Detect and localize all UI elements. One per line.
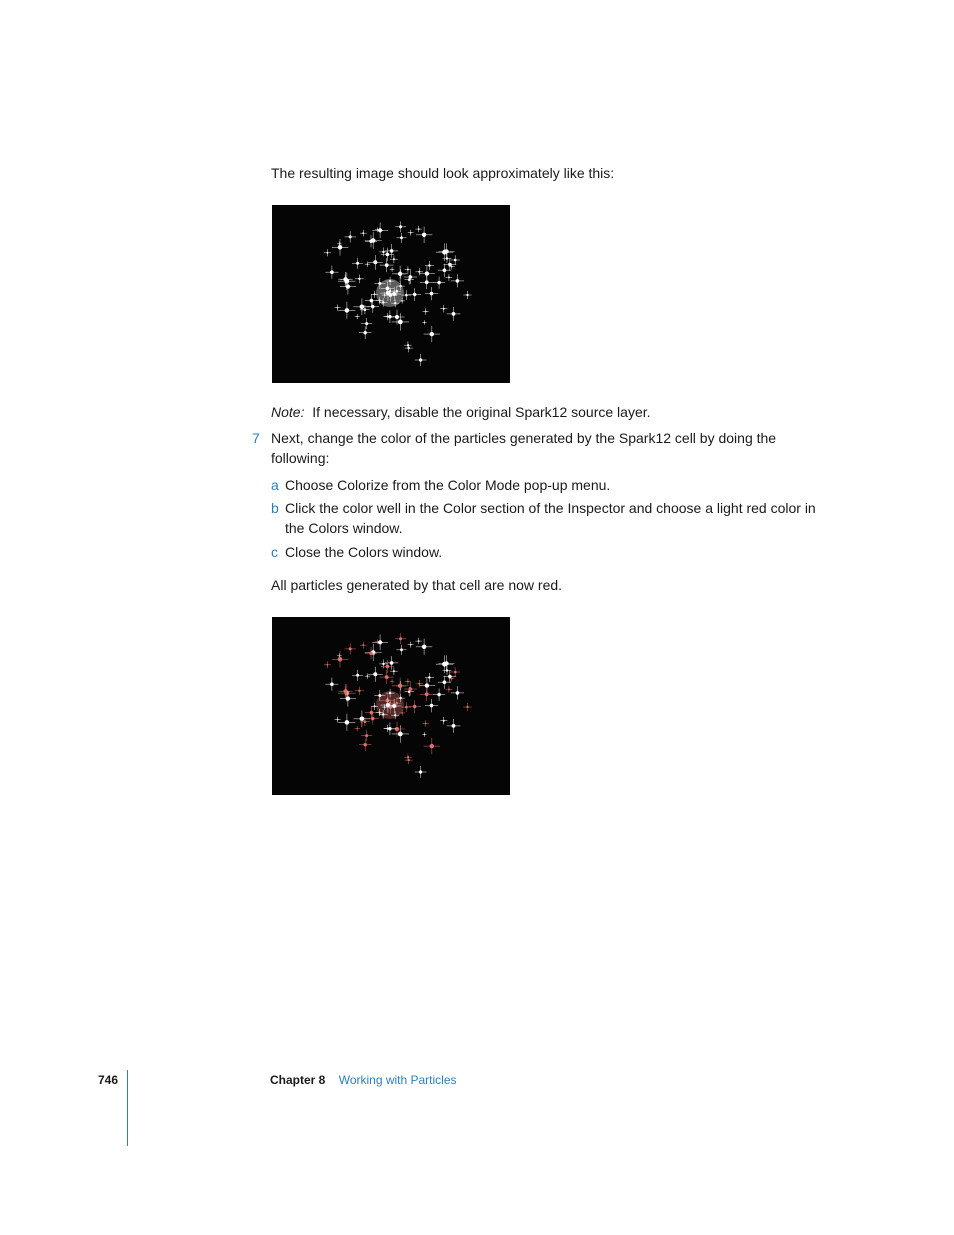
particles-red-svg bbox=[272, 617, 510, 795]
particle-star bbox=[447, 307, 461, 321]
particle-star bbox=[390, 267, 395, 272]
particle-star bbox=[416, 680, 424, 688]
particle-star bbox=[425, 673, 434, 682]
particle-star bbox=[325, 266, 338, 279]
particle-star bbox=[463, 291, 471, 299]
particle-star bbox=[359, 739, 372, 752]
particle-star bbox=[408, 288, 421, 301]
particle-star bbox=[380, 258, 394, 272]
particle-star bbox=[355, 687, 364, 696]
particle-star bbox=[390, 667, 398, 675]
result-text: All particles generated by that cell are now red. bbox=[271, 577, 563, 593]
particle-star bbox=[404, 682, 417, 696]
particle-star bbox=[325, 678, 338, 691]
particle-star bbox=[334, 717, 340, 723]
particle-star bbox=[395, 633, 406, 644]
chapter-label: Chapter 8 bbox=[270, 1073, 326, 1087]
particle-star bbox=[390, 255, 398, 263]
footer-rule bbox=[127, 1070, 128, 1146]
particle-star bbox=[433, 277, 445, 289]
note-label: Note: bbox=[271, 404, 305, 420]
particle-star bbox=[424, 738, 440, 754]
particle-star bbox=[440, 305, 447, 312]
particle-star bbox=[359, 327, 372, 340]
note-text: If necessary, disable the original Spark12 source layer. bbox=[312, 404, 651, 420]
particle-star bbox=[365, 647, 377, 659]
particle-star bbox=[408, 642, 414, 648]
particle-star bbox=[447, 719, 461, 733]
particle-star bbox=[365, 644, 382, 661]
particle-star bbox=[360, 230, 367, 237]
particle-star bbox=[372, 223, 388, 239]
particle-star bbox=[446, 274, 453, 281]
substep-text-c: Close the Colors window. bbox=[285, 544, 443, 560]
particle-star bbox=[451, 274, 464, 287]
chapter-title: Working with Particles bbox=[338, 1073, 457, 1087]
particle-star bbox=[392, 313, 409, 330]
particle-star bbox=[332, 651, 349, 668]
particle-star bbox=[451, 667, 460, 676]
particle-star bbox=[446, 686, 453, 693]
particle-star bbox=[390, 679, 395, 684]
particle-star bbox=[416, 268, 424, 276]
particle-star bbox=[422, 308, 428, 315]
substep-letter-b: b bbox=[271, 500, 279, 516]
particle-star bbox=[422, 732, 426, 736]
step-text: Next, change the color of the particles generated by the Spark12 cell by doing the following: bbox=[271, 430, 777, 466]
particle-star bbox=[440, 717, 447, 724]
page-number: 746 bbox=[98, 1073, 119, 1087]
particle-star bbox=[324, 249, 331, 256]
particle-star bbox=[361, 730, 372, 741]
particle-star bbox=[422, 320, 426, 324]
particle-star bbox=[338, 714, 355, 731]
particle-star bbox=[404, 270, 417, 284]
particle-star bbox=[365, 235, 377, 247]
particle-star bbox=[355, 275, 364, 284]
particle-star bbox=[368, 667, 383, 682]
particle-star bbox=[408, 700, 421, 713]
particle-star bbox=[361, 318, 372, 329]
particles-white-svg bbox=[272, 205, 510, 383]
particle-star bbox=[352, 670, 363, 681]
particle-star bbox=[422, 720, 428, 727]
particle-star bbox=[424, 326, 440, 342]
particle-star bbox=[367, 713, 379, 725]
particle-star bbox=[368, 255, 383, 270]
substep-letter-c: c bbox=[271, 544, 278, 560]
particle-star bbox=[380, 670, 394, 684]
particle-star bbox=[338, 302, 355, 319]
particle-star bbox=[392, 725, 409, 742]
particle-star bbox=[384, 310, 397, 323]
intro-text: The resulting image should look approximately like this: bbox=[271, 165, 615, 181]
particle-star bbox=[345, 231, 356, 242]
particle-star bbox=[416, 226, 422, 233]
particle-star bbox=[352, 258, 363, 269]
particle-star bbox=[451, 686, 464, 699]
particle-star bbox=[324, 661, 331, 668]
particles-white-image bbox=[272, 205, 510, 383]
substep-text-b: Click the color well in the Color section of the Inspector and choose a light red color in the Colors window. bbox=[285, 500, 816, 536]
particle-star bbox=[365, 232, 382, 249]
particle-star bbox=[332, 239, 349, 256]
particle-star bbox=[451, 255, 460, 264]
particle-star bbox=[355, 726, 360, 731]
particle-star bbox=[463, 703, 471, 711]
particle-star bbox=[408, 230, 414, 236]
particle-star bbox=[425, 261, 434, 270]
particle-star bbox=[396, 645, 406, 655]
particle-star bbox=[384, 722, 397, 735]
particle-star bbox=[415, 766, 427, 778]
chapter-footer bbox=[270, 1072, 457, 1088]
particle-star bbox=[433, 689, 445, 701]
substep-letter-a: a bbox=[271, 477, 279, 493]
particle-star bbox=[360, 642, 367, 649]
note-paragraph bbox=[271, 402, 651, 422]
particle-star bbox=[396, 233, 406, 243]
particle-star bbox=[415, 354, 427, 366]
particle-star bbox=[416, 638, 422, 645]
particle-star bbox=[395, 221, 406, 232]
particle-star bbox=[355, 314, 360, 319]
particle-star bbox=[345, 643, 356, 654]
substep-text-a: Choose Colorize from the Color Mode pop-up menu. bbox=[285, 477, 611, 493]
particle-star bbox=[367, 301, 379, 313]
particle-star bbox=[334, 305, 340, 311]
particle-star bbox=[372, 635, 388, 651]
step-number: 7 bbox=[252, 430, 260, 446]
particles-red-image bbox=[272, 617, 510, 795]
